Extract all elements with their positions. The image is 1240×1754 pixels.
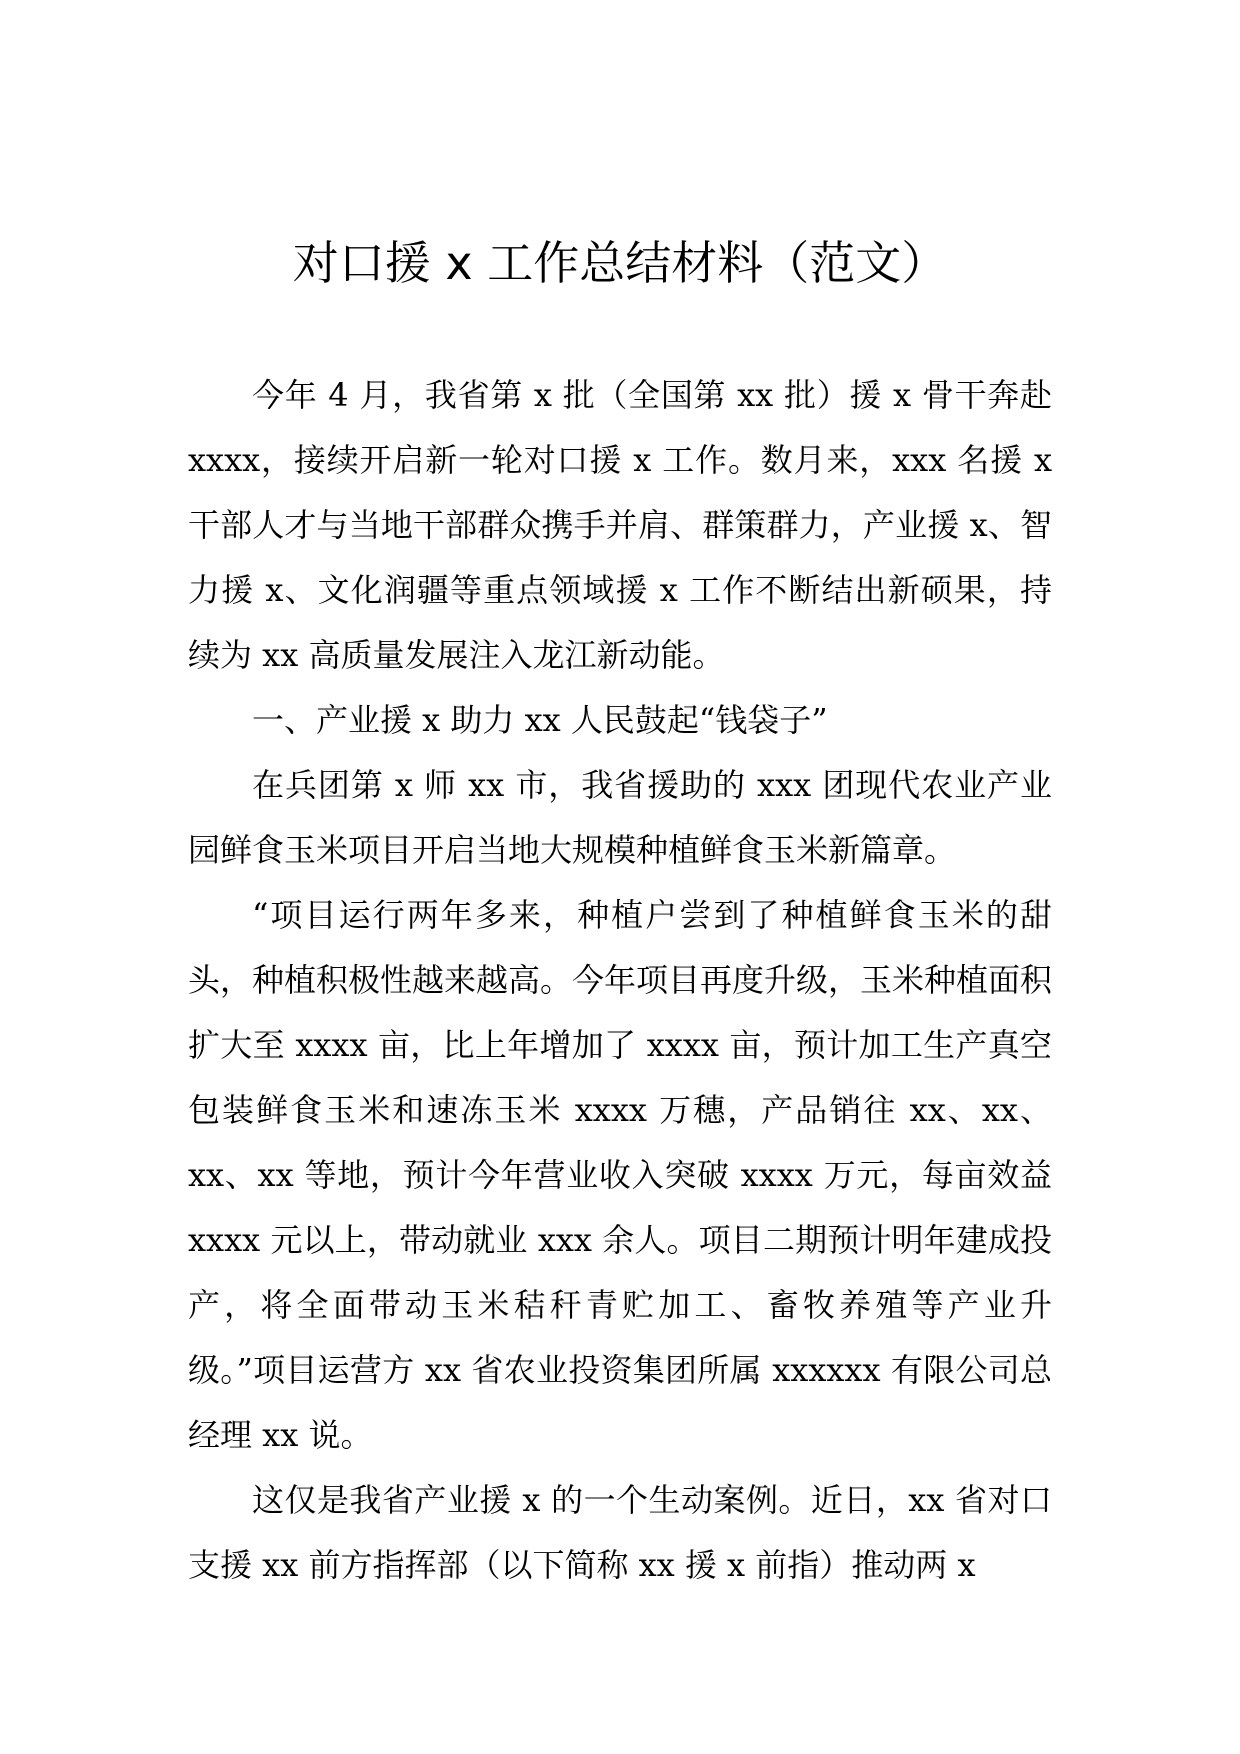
paragraph-quote: “项目运行两年多来，种植户尝到了种植鲜食玉米的甜头，种植积极性越来越高。今年项目再度升级，玉米种植面积扩大至 xxxx 亩，比上年增加了 xxxx 亩，预计加工生产真空包装鲜食玉米和速冻玉米 xxxx 万穗，产品销往 xx、xx、xx、xx 等地，预计今年营业收入突破 xxxx 万元，每亩效益 xxxx 元以上，带动就业 xxx 余人。项目二期预计明年建成投产，将全面带动玉米秸秆青贮加工、畜牧养殖等产业升级。”项目运营方 xx 省农业投资集团所属 xxxxxx 有限公司总经理 xx 说。 [188, 896, 1053, 1454]
document-body [188, 363, 1052, 1598]
document-title: 对口援 x 工作总结材料（范文） [292, 236, 948, 290]
paragraph-project: 在兵团第 x 师 xx 市，我省援助的 xxx 团现代农业产业园鲜食玉米项目开启当地大规模种植鲜食玉米新篇章。 [188, 766, 1052, 869]
paragraph-case: 这仅是我省产业援 x 的一个生动案例。近日，xx 省对口支援 xx 前方指挥部（以下简称 xx 援 x 前指）推动两 x [188, 1481, 1052, 1584]
paragraph-intro: 今年 4 月，我省第 x 批（全国第 xx 批）援 x 骨干奔赴 xxxx，接续开启新一轮对口援 x 工作。数月来，xxx 名援 x 干部人才与当地干部群众携手并肩、群策群力，产业援 x、智力援 x、文化润疆等重点领域援 x 工作不断结出新硕果，持续为 xx 高质量发展注入龙江新动能。 [188, 376, 1052, 674]
section-heading-1: 一、产业援 x 助力 xx 人民鼓起“钱袋子” [252, 701, 828, 739]
